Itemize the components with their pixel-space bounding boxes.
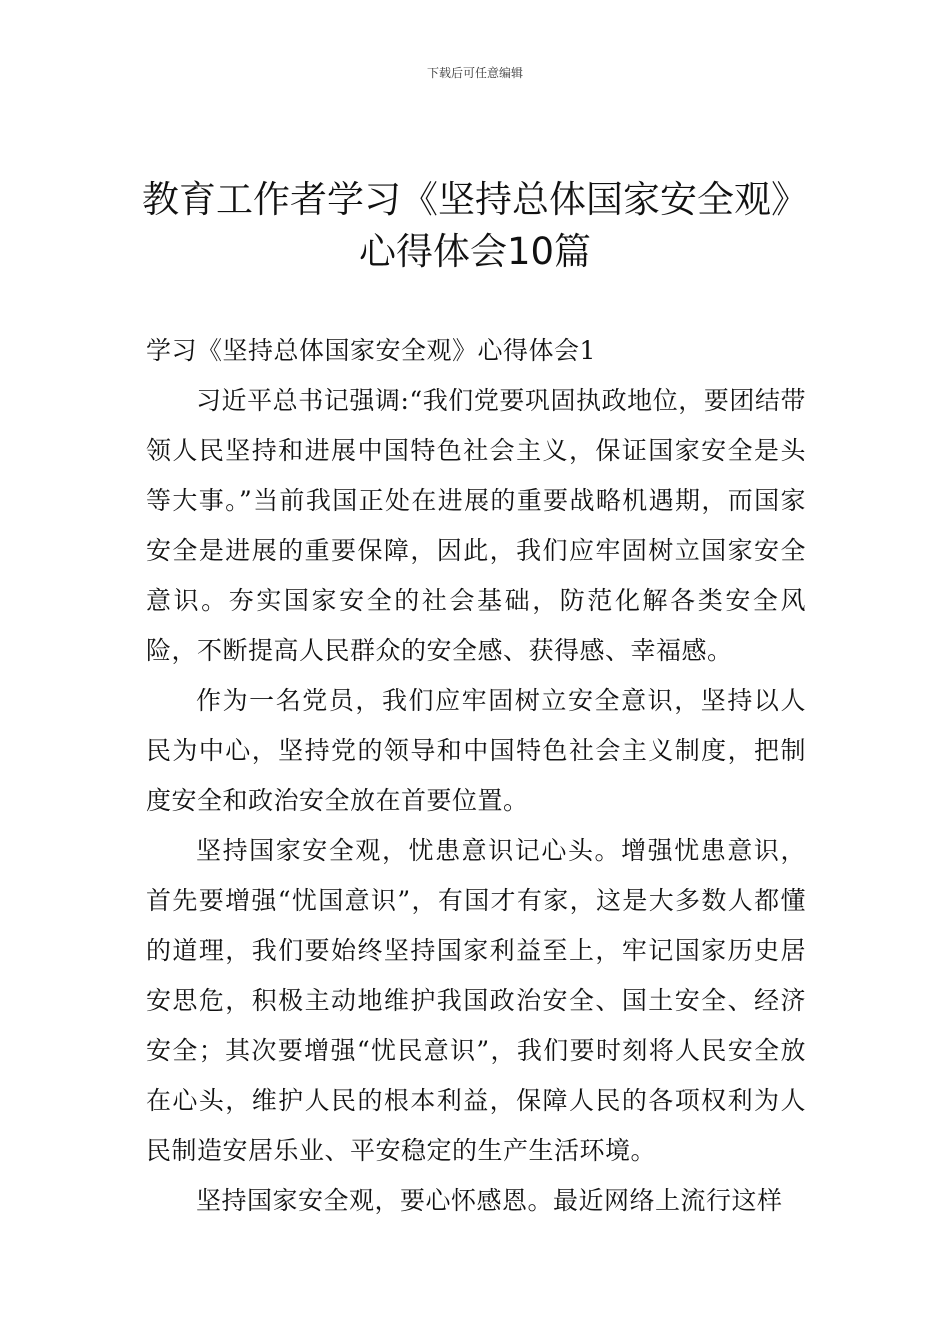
document-title <box>0 176 950 276</box>
document-body <box>146 326 806 1226</box>
section-heading: 学习《坚持总体国家安全观》心得体会1 <box>146 336 596 365</box>
title-line-1: 教育工作者学习《坚持总体国家安全观》 <box>142 178 808 221</box>
title-line-2: 心得体会10篇 <box>358 230 592 273</box>
paragraph: 习近平总书记强调:“我们党要巩固执政地位，要团结带领人民坚持和进展中国特色社会主义，保证国家安全是头等大事。”当前我国正处在进展的重要战略机遇期，而国家安全是进展的重要保障，因此，我们应牢固树立国家安全意识。夯实国家安全的社会基础，防范化解各类安全风险，不断提高人民群众的安全感、获得感、幸福感。 <box>146 386 806 665</box>
paragraph: 坚持国家安全观，要心怀感恩。最近网络上流行这样 <box>196 1186 783 1215</box>
paragraph: 坚持国家安全观，忧患意识记心头。增强忧患意识，首先要增强“忧国意识”，有国才有家，这是大多数人都懂的道理，我们要始终坚持国家利益至上，牢记国家历史居安思危，积极主动地维护我国政治安全、国土安全、经济安全；其次要增强“忧民意识”，我们要时刻将人民安全放在心头，维护人民的根本利益，保障人民的各项权利为人民制造安居乐业、平安稳定的生产生活环境。 <box>146 836 806 1165</box>
header-note: 下载后可任意编辑 <box>426 66 523 80</box>
paragraph: 作为一名党员，我们应牢固树立安全意识，坚持以人民为中心，坚持党的领导和中国特色社会主义制度，把制度安全和政治安全放在首要位置。 <box>146 686 806 815</box>
